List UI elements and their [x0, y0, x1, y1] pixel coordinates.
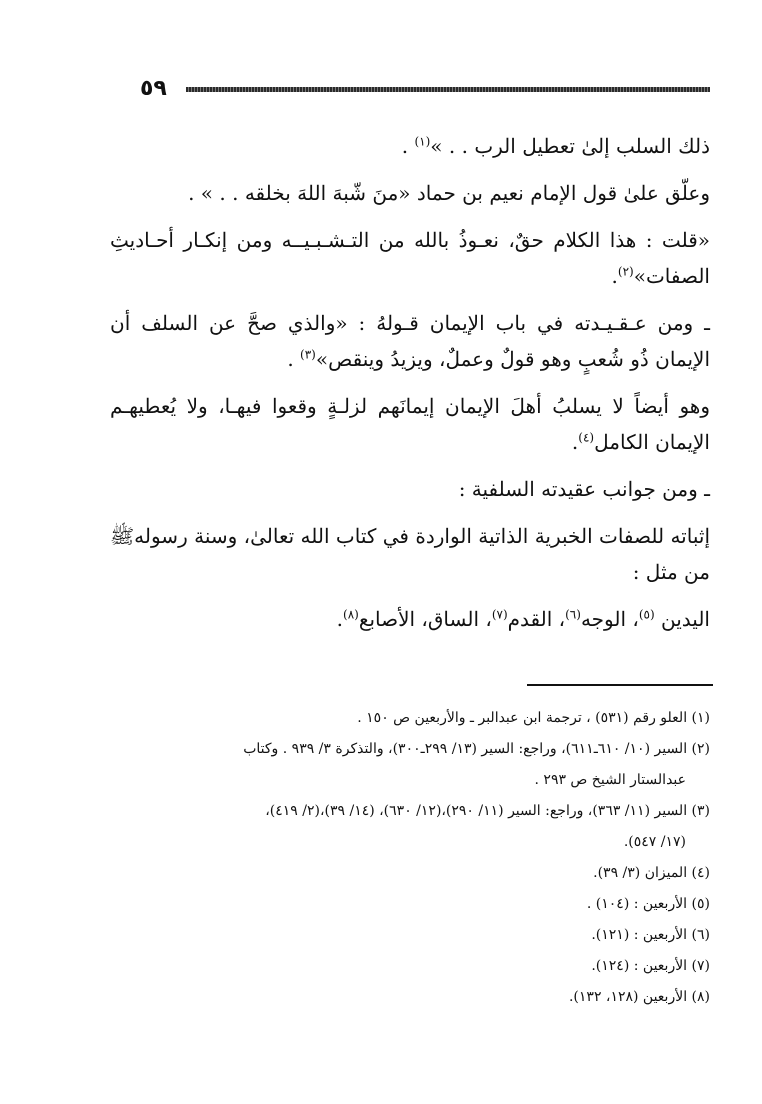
footnote-5: (٥) الأربعين : (١٠٤) . — [586, 896, 710, 912]
footnote-ref-2: (٢) — [617, 264, 634, 279]
paragraph-7: إثباته للصفات الخبرية الذاتية الواردة في كتاب الله تعالىٰ، وسنة رسولهﷺ من مثل : — [110, 524, 710, 584]
footnote-ref-4: (٤) — [578, 430, 595, 445]
paragraph-2: وعلّق علىٰ قول الإمام نعيم بن حماد «منَ شّبهَ اللهَ بخلقه . . » . — [188, 181, 710, 205]
footnote-ref-8: (٨) — [343, 607, 359, 622]
footnote-1: (١) العلو رقم (٥٣١) ، ترجمة ابن عبدالبر ـ والأربعين ص ١٥٠ . — [357, 710, 710, 726]
page-header — [140, 78, 710, 102]
footnote-ref-1: (١) — [414, 134, 431, 149]
paragraph-8: اليدين $^{(٥)}$، الوجه$^{(٦)}$، القدم$^{(٧)}$، الساق، الأصابع$^{(٨)}$. — [336, 607, 710, 631]
paragraph-3: «قلت : هذا الكلام حقٌ، نعـوذُ بالله من التـشـبـيــه ومن إنكـار أحـاديثِ الصفات»$^{(٢)}$. — [110, 228, 710, 288]
footnotes — [120, 703, 710, 1013]
main-text — [110, 128, 710, 648]
paragraph-6: ـ ومن جوانب عقيدته السلفية : — [458, 477, 710, 501]
footnote-ref-7: (٧) — [491, 607, 508, 622]
footnote-3-continued: (١٧/ ٥٤٧). — [623, 834, 686, 850]
footnote-ref-5: (٥) — [638, 607, 655, 622]
footnote-ref-6: (٦) — [565, 607, 581, 622]
footnote-ref-3: (٣) — [300, 347, 316, 362]
footnote-separator — [527, 684, 713, 686]
footnote-8: (٨) الأربعين (١٢٨، ١٣٢). — [568, 989, 710, 1005]
footnote-2-continued: عبدالستار الشيخ ص ٢٩٣ . — [534, 772, 686, 788]
footnote-6: (٦) الأربعين : (١٢١). — [591, 927, 710, 943]
paragraph-1: ذلك السلب إلىٰ تعطيل الرب . . »$^{(١)}$ . — [401, 134, 710, 158]
paragraph-4: ـ ومن عـقـيـدته في باب الإيمان قـولهُ : «والذي صحَّ عن السلف أن الإيمان ذُو شُعبٍ وهو قولٌ وعملٌ، ويزيدُ وينقص»$^{(٣)}$ . — [110, 311, 710, 371]
footnote-2: (٢) السير (١٠/ ٦١٠ـ٦١١)، وراجع: السير (١٣/ ٢٩٩ـ٣٠٠)، والتذكرة ٣/ ٩٣٩ . وكتاب — [243, 741, 710, 757]
paragraph-5: وهو أيضاً لا يسلبُ أهلَ الإيمان إيمانَهم لزلـةٍ وقعوا فيهـا، ولا يُعطيهـم الإيمان الكامل$^{(٤)}$. — [110, 394, 710, 454]
footnote-7: (٧) الأربعين : (١٢٤). — [591, 958, 710, 974]
page-number: ٥٩ — [140, 76, 167, 101]
footnote-4: (٤) الميزان (٣/ ٣٩). — [593, 865, 710, 881]
header-rule — [186, 87, 710, 92]
footnote-3: (٣) السير (١١/ ٣٦٣)، وراجع: السير (١١/ ٢٩٠)،(١٢/ ٦٣٠)، (١٤/ ٣٩)،(٢/ ٤١٩)، — [265, 803, 710, 819]
